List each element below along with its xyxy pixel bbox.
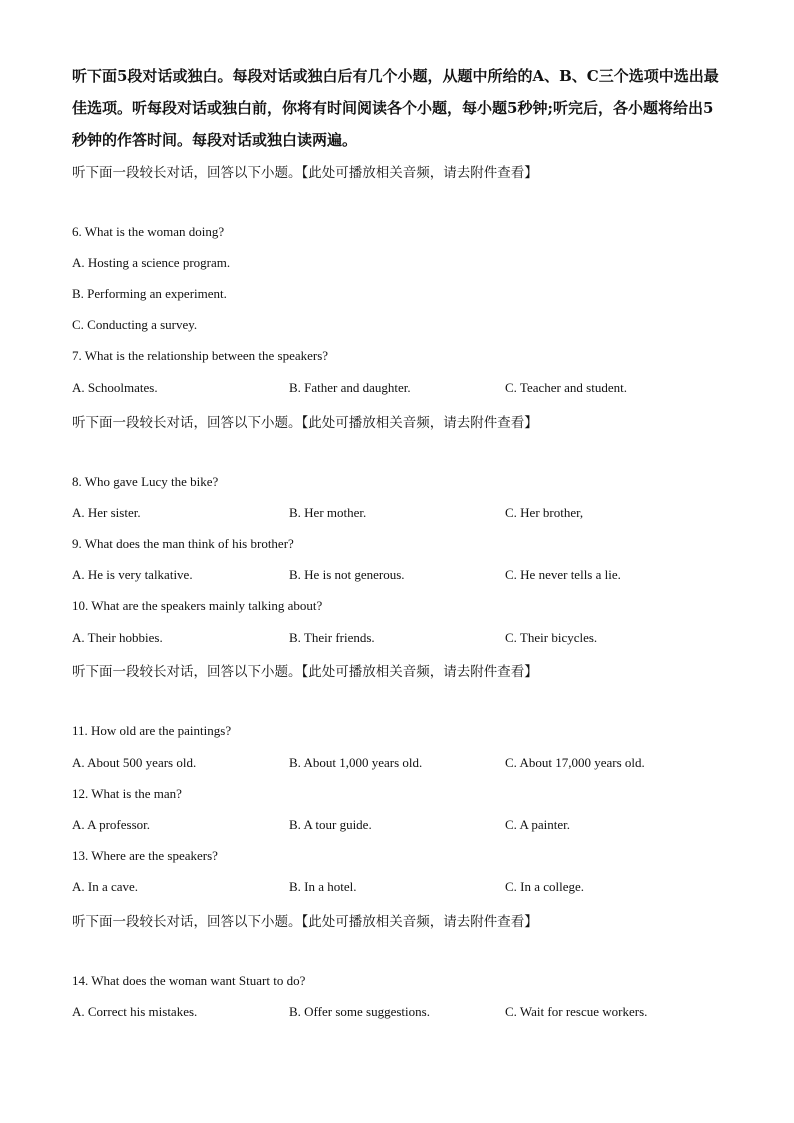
question-9-option-c: C. He never tells a lie. [505, 567, 621, 582]
question-8: 8. Who gave Lucy the bike? [72, 474, 219, 489]
section-note: 听下面一段较长对话，回答以下小题。【此处可播放相关音频，请去附件查看】 [72, 914, 538, 930]
question-7-option-b: B. Father and daughter. [289, 380, 411, 395]
question-10: 10. What are the speakers mainly talking about? [72, 598, 323, 613]
question-7-option-c: C. Teacher and student. [505, 380, 627, 395]
question-10-option-a: A. Their hobbies. [72, 630, 163, 645]
question-9-option-b: B. He is not generous. [289, 567, 405, 582]
question-8-option-a: A. Her sister. [72, 505, 141, 520]
section-note: 听下面一段较长对话，回答以下小题。【此处可播放相关音频，请去附件查看】 [72, 664, 538, 680]
question-10-option-b: B. Their friends. [289, 630, 375, 645]
section-instructions: 听下面5段对话或独白。每段对话或独白后有几个小题，从题中所给的A、B、C三个选项中选出最佳选项。听每段对话或独白前，你将有时间阅读各个小题，每小题5秒钟;听完后，各小题将给出5秒钟的作答时间。每段对话或独白读两遍。 [72, 67, 719, 149]
question-7: 7. What is the relationship between the speakers? [72, 348, 329, 363]
question-14: 14. What does the woman want Stuart to do? [72, 973, 306, 988]
question-12-option-c: C. A painter. [505, 817, 570, 832]
section-note: 听下面一段较长对话，回答以下小题。【此处可播放相关音频，请去附件查看】 [72, 415, 538, 431]
question-12-option-b: B. A tour guide. [289, 817, 372, 832]
question-14-option-a: A. Correct his mistakes. [72, 1004, 198, 1019]
question-12-option-a: A. A professor. [72, 817, 150, 832]
question-13: 13. Where are the speakers? [72, 848, 218, 863]
question-14-option-c: C. Wait for rescue workers. [505, 1004, 648, 1019]
question-10-option-c: C. Their bicycles. [505, 630, 598, 645]
question-6: 6. What is the woman doing? [72, 224, 225, 239]
question-6-option-b: B. Performing an experiment. [72, 286, 227, 301]
question-11: 11. How old are the paintings? [72, 723, 232, 738]
question-13-option-a: A. In a cave. [72, 879, 139, 894]
section-note: 听下面一段较长对话，回答以下小题。【此处可播放相关音频，请去附件查看】 [72, 165, 538, 181]
question-8-option-c: C. Her brother, [505, 505, 584, 520]
question-13-option-c: C. In a college. [505, 879, 585, 894]
question-9-option-a: A. He is very talkative. [72, 567, 193, 582]
question-14-option-b: B. Offer some suggestions. [289, 1004, 430, 1019]
question-7-option-a: A. Schoolmates. [72, 380, 158, 395]
question-11-option-a: A. About 500 years old. [72, 755, 197, 770]
question-11-option-b: B. About 1,000 years old. [289, 755, 423, 770]
question-6-option-c: C. Conducting a survey. [72, 317, 198, 332]
question-12: 12. What is the man? [72, 786, 182, 801]
question-11-option-c: C. About 17,000 years old. [505, 755, 645, 770]
question-9: 9. What does the man think of his brother? [72, 536, 294, 551]
question-13-option-b: B. In a hotel. [289, 879, 357, 894]
question-8-option-b: B. Her mother. [289, 505, 367, 520]
question-6-option-a: A. Hosting a science program. [72, 255, 231, 270]
